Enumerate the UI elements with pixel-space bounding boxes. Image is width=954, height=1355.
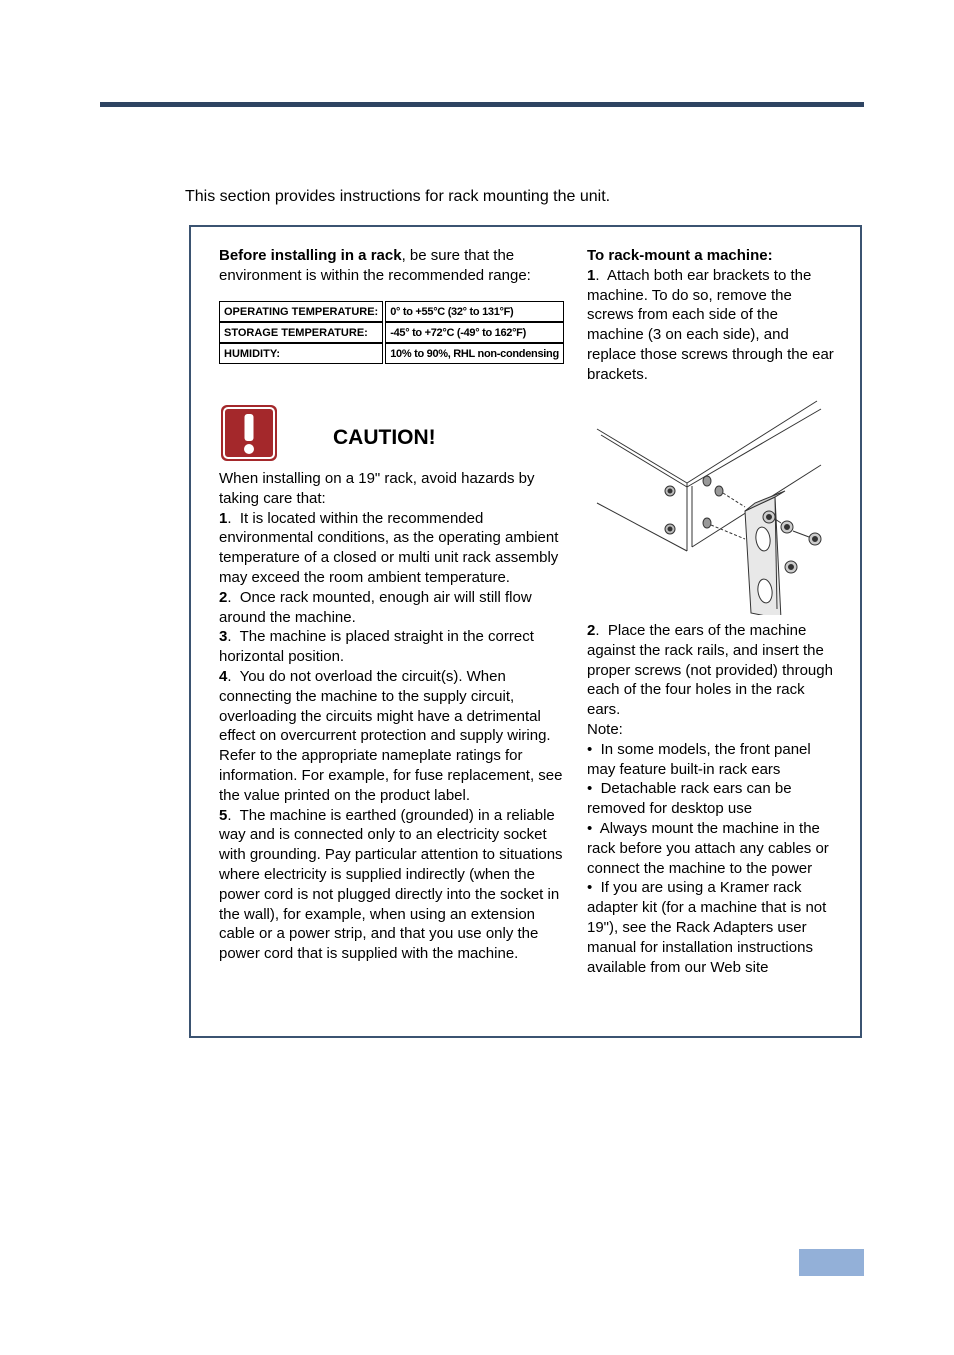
rack-mount-box [189, 225, 862, 1038]
table-cell-value: 0° to +55°C (32° to 131°F) [385, 301, 564, 322]
page-number-tab [799, 1249, 864, 1276]
note-item-1: • In some models, the front panel may feature built-in rack ears [587, 740, 811, 778]
environment-lead-rest: , be sure that the environment is within the recommended range: [219, 247, 531, 284]
rack-mount-steps-bottom [587, 621, 837, 977]
caution-item-1: 1. It is located within the recommended environmental conditions, as the operating ambient temperature of a closed or multi unit rack assembly may exceed the room ambient temperature. [219, 509, 559, 586]
table-row [219, 322, 564, 343]
table-cell-value: 10% to 90%, RHL non-condensing [385, 343, 564, 364]
rack-step-1: 1. Attach both ear brackets to the machine. To do so, remove the screws from each side of the machine (3 on each side), and replace those screws through the ear brackets. [587, 266, 834, 383]
header-rule [100, 102, 864, 107]
environment-table [219, 301, 564, 364]
note-label: Note: [587, 720, 623, 738]
note-item-2: • Detachable rack ears can be removed for desktop use [587, 780, 792, 818]
caution-body [219, 469, 569, 964]
note-item-4: • If you are using a Kramer rack adapter kit (for a machine that is not 19"), see the Rack Adapters user manual for installation instructions available from our Web site [587, 879, 827, 976]
caution-item-2: 2. Once rack mounted, enough air will still flow around the machine. [219, 588, 532, 626]
caution-item-3: 3. The machine is placed straight in the correct horizontal position. [219, 628, 534, 666]
table-row [219, 301, 564, 322]
caution-title: CAUTION! [333, 426, 436, 449]
exclamation-warning-icon [220, 404, 278, 462]
rack-step-2: 2. Place the ears of the machine against the rack rails, and insert the proper screws (not provided) through each of the four holes in the rack ears. [587, 622, 833, 719]
rack-mount-title: To rack-mount a machine: [587, 247, 773, 264]
rack-mount-steps-top [587, 246, 837, 385]
table-row [219, 343, 564, 364]
table-cell-label: HUMIDITY: [219, 343, 383, 364]
environment-lead: Before installing in a rack [219, 247, 402, 264]
note-item-3: • Always mount the machine in the rack before you attach any cables or connect the machine to the power [587, 819, 829, 877]
caution-intro: When installing on a 19" rack, avoid hazards by taking care that: [219, 470, 535, 507]
caution-item-5: 5. The machine is earthed (grounded) in a reliable way and is connected only to an electricity socket with grounding. Pay particular attention to situations where electricity is supplied indirectly (when the power cord is not plugged directly into the socket in the wall), for example, when using an extension cable or a power strip, and that you use only the power cord that is supplied with the machine. [219, 806, 563, 963]
table-cell-label: STORAGE TEMPERATURE: [219, 322, 383, 343]
rack-ear-bracket-illustration [595, 399, 841, 615]
table-cell-value: -45° to +72°C (-49° to 162°F) [385, 322, 564, 343]
table-cell-label: OPERATING TEMPERATURE: [219, 301, 383, 322]
intro-text: This section provides instructions for rack mounting the unit. [185, 188, 611, 205]
environment-intro [219, 246, 569, 286]
caution-item-4: 4. You do not overload the circuit(s). When connecting the machine to the supply circuit, overloading the circuits might have a detrimental effect on overcurrent protection and supply wiring. Refer to the appropriate nameplate ratings for information. For example, for fuse replacement, see the value printed on the product label. [219, 667, 563, 804]
